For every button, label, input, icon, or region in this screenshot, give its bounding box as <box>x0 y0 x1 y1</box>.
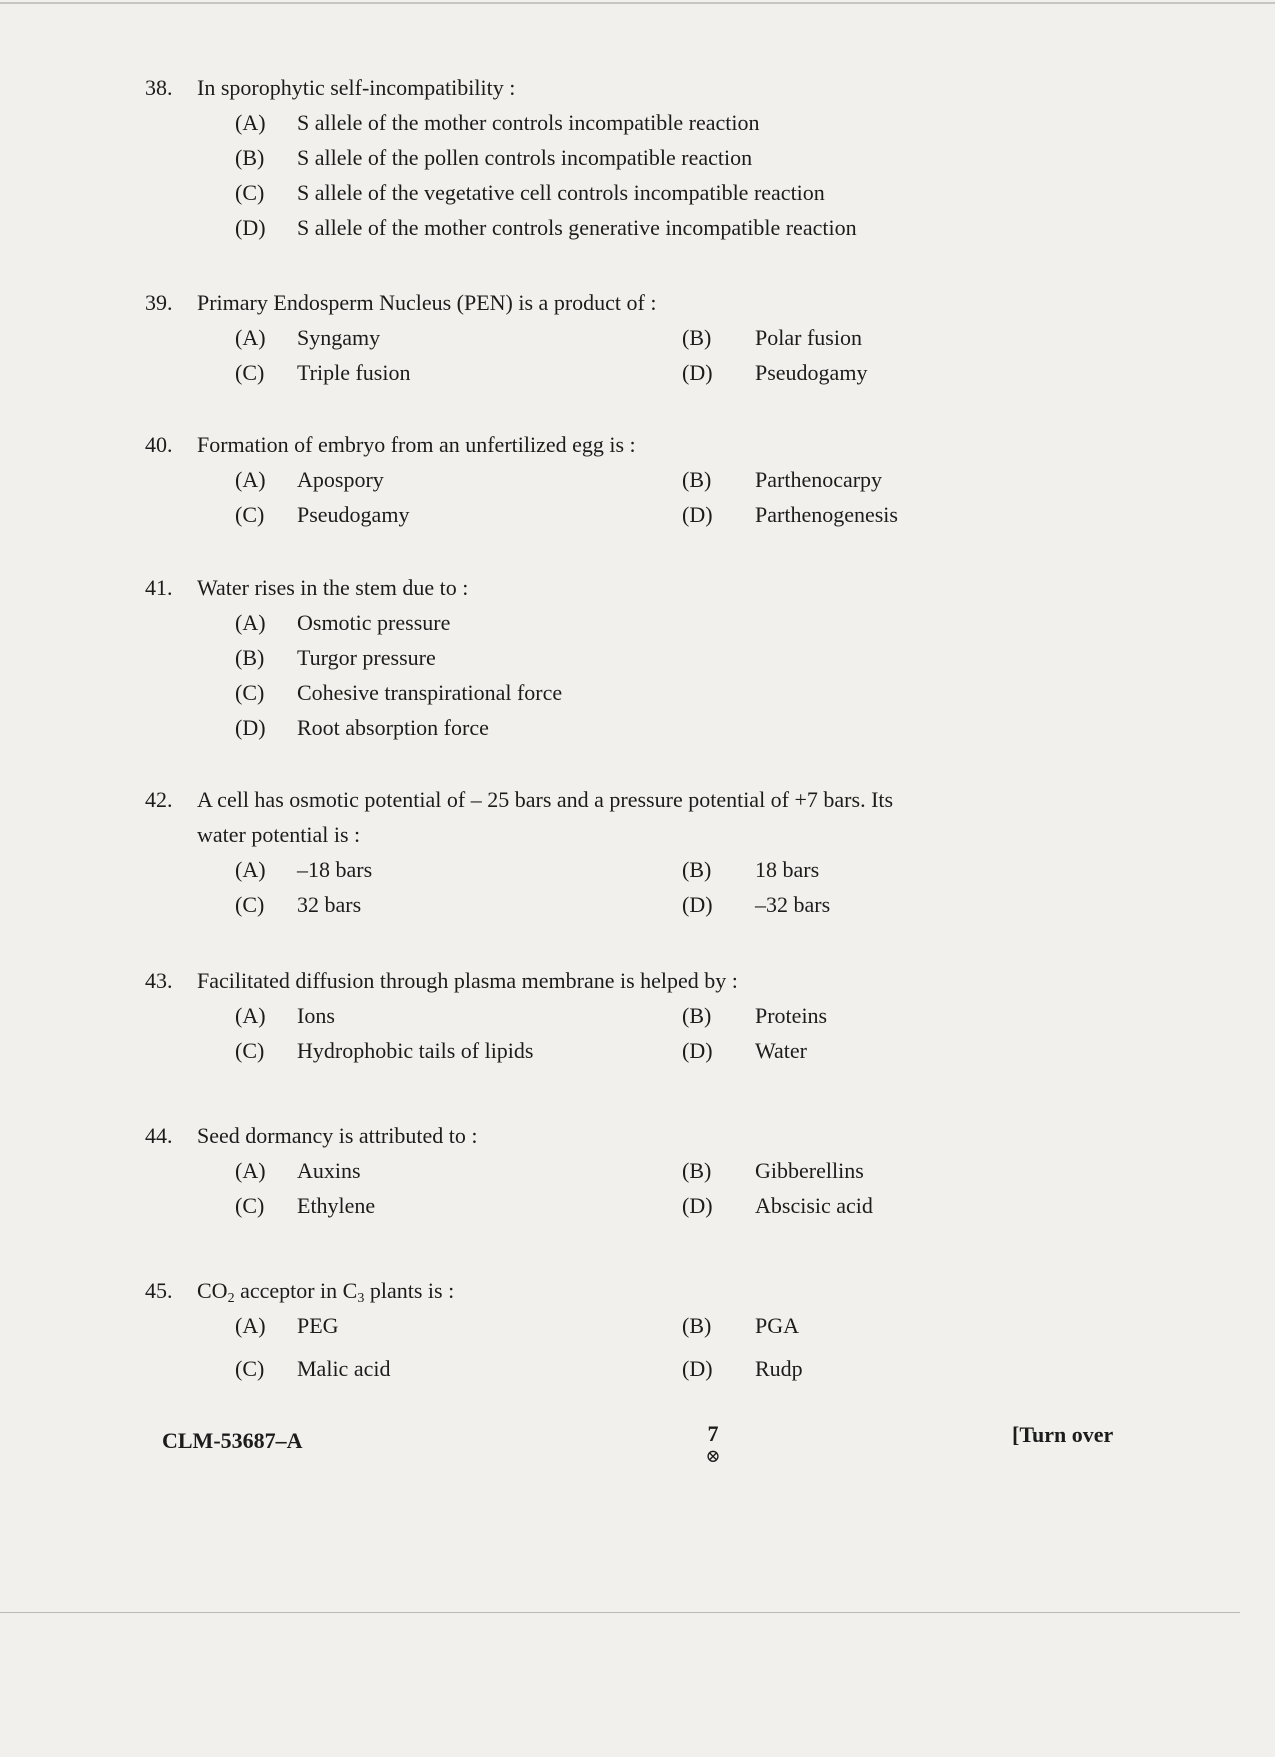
option-b-label: (B) <box>682 1003 712 1028</box>
option-c-label: (C) <box>235 1356 265 1381</box>
option-b-label: (B) <box>682 857 712 882</box>
option-d-text: –32 bars <box>755 892 831 917</box>
option-a-text: Ions <box>297 1003 335 1028</box>
question-41 <box>145 570 1025 745</box>
option-d-text: Rudp <box>755 1356 803 1381</box>
option-text: S allele of the pollen controls incompatible reaction <box>297 145 753 170</box>
question-38 <box>145 70 1025 245</box>
turn-over-note: [Turn over <box>1012 1422 1114 1447</box>
option-c-text: Pseudogamy <box>297 502 410 527</box>
option-row <box>145 320 1025 355</box>
option-text: Cohesive transpirational force <box>297 680 563 705</box>
question-stem <box>145 782 1025 817</box>
option-b-text: Gibberellins <box>755 1158 864 1183</box>
options-grid <box>145 1153 1025 1223</box>
options-grid <box>145 852 1025 922</box>
options-list <box>145 605 1025 745</box>
option-c-label: (C) <box>235 1193 265 1218</box>
option-a-label: (A) <box>235 467 266 492</box>
option-d-label: (D) <box>682 1356 713 1381</box>
options-grid <box>145 1308 1025 1386</box>
option-c-text: Triple fusion <box>297 360 411 385</box>
question-text: Seed dormancy is attributed to : <box>197 1123 478 1148</box>
question-text <box>197 1278 455 1306</box>
option-row <box>145 462 1025 497</box>
text-part: acceptor in C <box>234 1278 358 1303</box>
option-row <box>145 1033 1025 1068</box>
question-44 <box>145 1118 1025 1223</box>
option-row <box>145 887 1025 922</box>
options-grid <box>145 320 1025 390</box>
option-a-text: Auxins <box>297 1158 361 1183</box>
page-number-block <box>700 1422 726 1466</box>
option-c-text: Malic acid <box>297 1356 391 1381</box>
question-43 <box>145 963 1025 1068</box>
option-row <box>145 497 1025 532</box>
option-row <box>145 1188 1025 1223</box>
text-part: CO <box>197 1278 228 1303</box>
option-d <box>145 710 1025 745</box>
option-d-label: (D) <box>682 502 713 527</box>
option-d-text: Pseudogamy <box>755 360 868 385</box>
option-label: (C) <box>235 680 265 705</box>
question-text: Water rises in the stem due to : <box>197 575 469 600</box>
option-b-text: Polar fusion <box>755 325 862 350</box>
scan-edge-line <box>0 1612 1240 1613</box>
question-number: 43. <box>145 968 173 993</box>
question-number: 38. <box>145 75 173 100</box>
question-stem <box>145 570 1025 605</box>
option-d-text: Abscisic acid <box>755 1193 873 1218</box>
option-row <box>145 1351 1025 1386</box>
option-c-label: (C) <box>235 360 265 385</box>
option-row <box>145 1153 1025 1188</box>
option-b <box>145 640 1025 675</box>
option-label: (D) <box>235 215 266 240</box>
question-text: Formation of embryo from an unfertilized egg is : <box>197 432 636 457</box>
option-a-label: (A) <box>235 857 266 882</box>
option-b <box>145 140 1025 175</box>
option-a-label: (A) <box>235 325 266 350</box>
page-mark-icon: ⊗ <box>705 1446 721 1466</box>
option-a-text: –18 bars <box>297 857 373 882</box>
option-a <box>145 105 1025 140</box>
question-stem <box>145 285 1025 320</box>
option-label: (B) <box>235 145 265 170</box>
top-edge-line <box>0 2 1275 4</box>
option-text: Root absorption force <box>297 715 489 740</box>
option-row <box>145 998 1025 1033</box>
question-40 <box>145 427 1025 532</box>
option-c-text: Hydrophobic tails of lipids <box>297 1038 534 1063</box>
option-a-label: (A) <box>235 1313 266 1338</box>
option-b-text: PGA <box>755 1313 800 1338</box>
option-a <box>145 605 1025 640</box>
option-a-text: Apospory <box>297 467 384 492</box>
option-a-label: (A) <box>235 1158 266 1183</box>
option-row <box>145 852 1025 887</box>
option-c-label: (C) <box>235 502 265 527</box>
option-d-label: (D) <box>682 1038 713 1063</box>
option-c <box>145 175 1025 210</box>
question-number: 40. <box>145 432 173 457</box>
question-text-continued: water potential is : <box>197 822 361 847</box>
question-number: 39. <box>145 290 173 315</box>
option-d-label: (D) <box>682 892 713 917</box>
option-label: (A) <box>235 110 266 135</box>
option-b-label: (B) <box>682 1313 712 1338</box>
option-text: S allele of the vegetative cell controls incompatible reaction <box>297 180 825 205</box>
question-number: 44. <box>145 1123 173 1148</box>
option-label: (A) <box>235 610 266 635</box>
options-list <box>145 105 1025 245</box>
question-text: Facilitated diffusion through plasma membrane is helped by : <box>197 968 738 993</box>
option-b-text: Proteins <box>755 1003 828 1028</box>
page-number: 7 <box>707 1421 719 1446</box>
question-stem <box>145 1118 1025 1153</box>
option-text: S allele of the mother controls generative incompatible reaction <box>297 215 857 240</box>
option-c-label: (C) <box>235 1038 265 1063</box>
question-number: 41. <box>145 575 173 600</box>
option-d-label: (D) <box>682 1193 713 1218</box>
question-stem <box>145 427 1025 462</box>
subscript: 3 <box>357 1291 365 1306</box>
option-a-text: PEG <box>297 1313 339 1338</box>
option-c <box>145 675 1025 710</box>
option-d-text: Water <box>755 1038 807 1063</box>
question-number: 45. <box>145 1278 173 1303</box>
question-text: A cell has osmotic potential of – 25 bars and a pressure potential of +7 bars. Its <box>197 787 894 812</box>
question-stem <box>145 1273 1025 1308</box>
options-grid <box>145 462 1025 532</box>
option-c-text: 32 bars <box>297 892 362 917</box>
option-b-label: (B) <box>682 467 712 492</box>
question-39 <box>145 285 1025 390</box>
subscript: 2 <box>227 1291 235 1306</box>
option-text: S allele of the mother controls incompatible reaction <box>297 110 760 135</box>
question-45 <box>145 1273 1025 1386</box>
option-b-label: (B) <box>682 1158 712 1183</box>
option-b-text: Parthenocarpy <box>755 467 883 492</box>
option-row <box>145 1308 1025 1343</box>
option-row <box>145 355 1025 390</box>
option-d <box>145 210 1025 245</box>
option-d-text: Parthenogenesis <box>755 502 898 527</box>
paper-code: CLM-53687–A <box>162 1428 303 1453</box>
question-text: In sporophytic self-incompatibility : <box>197 75 516 100</box>
option-text: Osmotic pressure <box>297 610 451 635</box>
question-text: Primary Endosperm Nucleus (PEN) is a product of : <box>197 290 657 315</box>
question-42 <box>145 782 1025 922</box>
option-a-text: Syngamy <box>297 325 381 350</box>
text-part: plants is : <box>364 1278 455 1303</box>
question-stem <box>145 70 1025 105</box>
option-d-label: (D) <box>682 360 713 385</box>
option-b-label: (B) <box>682 325 712 350</box>
option-label: (D) <box>235 715 266 740</box>
question-number: 42. <box>145 787 173 812</box>
question-stem <box>145 963 1025 998</box>
option-b-text: 18 bars <box>755 857 820 882</box>
option-label: (B) <box>235 645 265 670</box>
options-grid <box>145 998 1025 1068</box>
option-label: (C) <box>235 180 265 205</box>
option-c-label: (C) <box>235 892 265 917</box>
option-text: Turgor pressure <box>297 645 436 670</box>
option-a-label: (A) <box>235 1003 266 1028</box>
option-c-text: Ethylene <box>297 1193 376 1218</box>
